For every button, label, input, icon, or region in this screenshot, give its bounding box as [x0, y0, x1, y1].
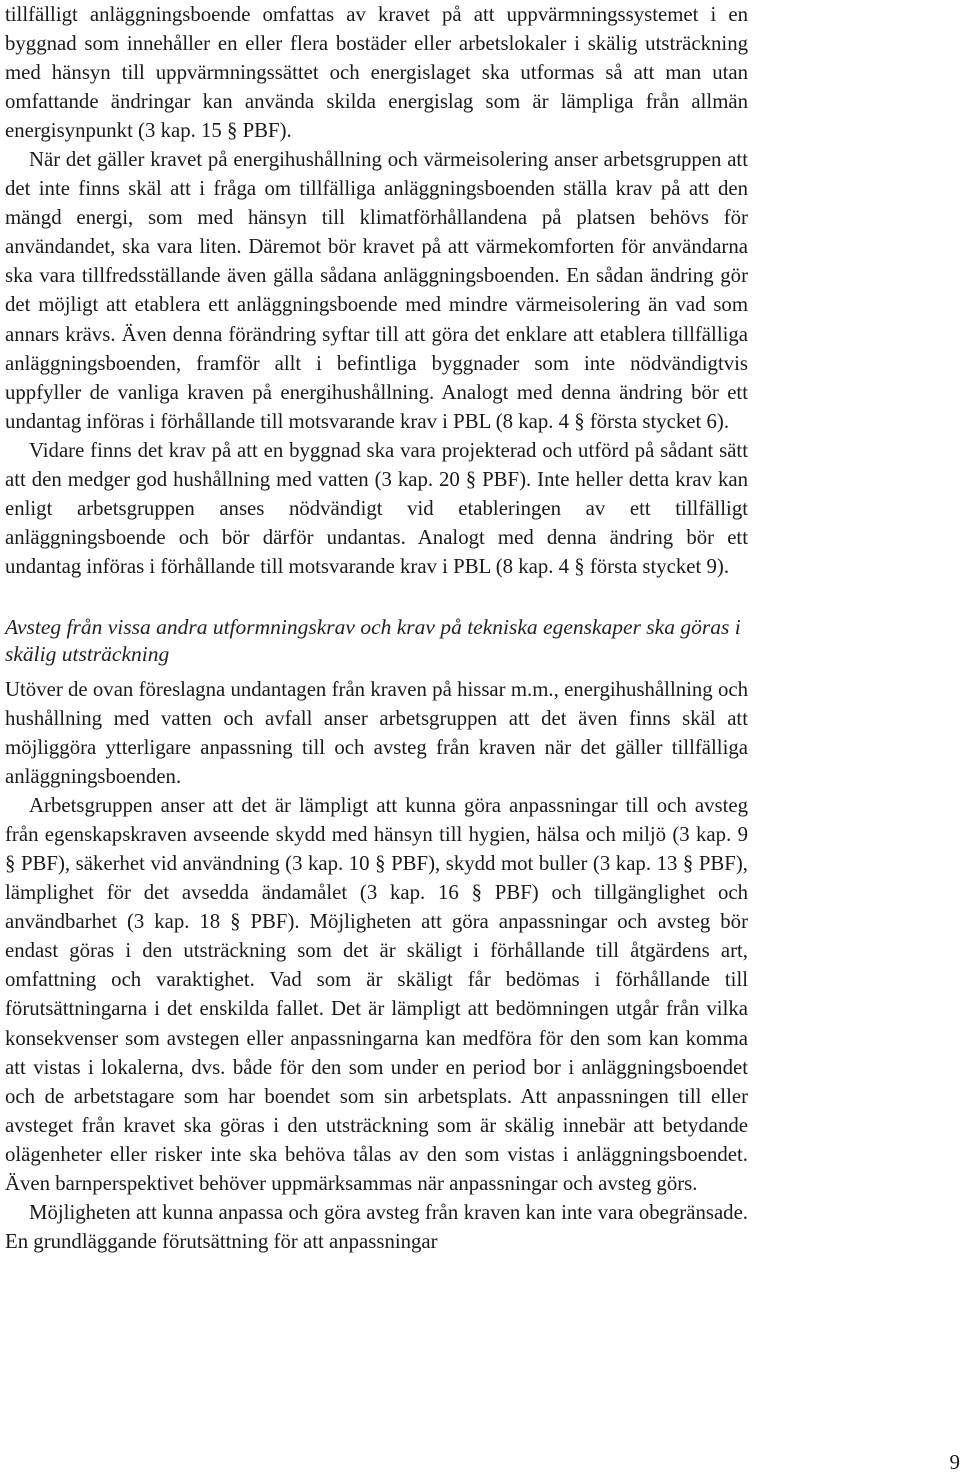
page-number: 9 [949, 1450, 960, 1474]
section-heading: Avsteg från vissa andra utformningskrav och krav på tekniska egenskaper ska göras i skälig utsträckning [5, 614, 741, 666]
body-text [5, 0, 748, 1256]
paragraph: Utöver de ovan föreslagna undantagen från kraven på hissar m.m., energihushållning och hushållning med vatten och avfall anser arbetsgruppen att det även finns skäl att möjliggöra ytterligare anpassning till och avsteg från kraven när det gäller tillfälliga anläggningsboenden. [5, 677, 748, 789]
paragraph: tillfälligt anläggningsboende omfattas av kravet på att uppvärmningssystemet i en byggnad som innehåller en eller flera bostäder eller arbetslokaler i skälig utsträckning med hänsyn till uppvärmningssättet och energislaget ska utformas så att man utan omfattande ändringar kan använda skilda energislag som är lämpliga från allmän energisynpunkt (3 kap. 15 § PBF). [5, 3, 748, 143]
paragraph: Möjligheten att kunna anpassa och göra avsteg från kraven kan inte vara obegränsade. En grundläggande förutsättning för att anpassningar [5, 1200, 748, 1253]
paragraph: När det gäller kravet på energihushållning och värmeisolering anser arbetsgruppen att det inte finns skäl att i fråga om tillfälliga anläggningsboenden ställa krav på att den mängd energi, som med hänsyn till klimatförhållandena på platsen behövs för användandet, ska vara liten. Däremot bör kravet på att värmekomforten för användarna ska vara tillfredsställande även gälla sådana anläggningsboenden. En sådan ändring gör det möjligt att etablera ett anläggningsboende med mindre värmeisolering än vad som annars krävs. Även denna förändring syftar till att göra det enklare att etablera tillfälliga anläggningsboenden, framför allt i befintliga byggnader som inte nödvändigtvis uppfyller de vanliga kraven på energihushållning. Analogt med denna ändring bör ett undantag införas i förhållande till motsvarande krav i PBL (8 kap. 4 § första stycket 6). [5, 148, 748, 433]
paragraph: Arbetsgruppen anser att det är lämpligt att kunna göra anpassningar till och avsteg från egenskapskraven avseende skydd med hänsyn till hygien, hälsa och miljö (3 kap. 9 § PBF), säkerhet vid användning (3 kap. 10 § PBF), skydd mot buller (3 kap. 13 § PBF), lämplighet för det avsedda ändamålet (3 kap. 16 § PBF) och tillgänglighet och användbarhet (3 kap. 18 § PBF). Möjligheten att göra anpassningar och avsteg bör endast göras i den utsträckning som det är skäligt i förhållande till åtgärdens art, omfattning och varaktighet. Vad som är skäligt får bedömas i förhållande till förutsättningarna i det enskilda fallet. Det är lämpligt att bedömningen utgår från vilka konsekvenser som avstegen eller anpassningarna kan medföra för den som kan komma att vistas i lokalerna, dvs. både för den som under en period bor i anläggningsboendet och de arbetstagare som har boendet som sin arbetsplats. Att anpassningen till eller avsteget från kravet ska göras i den utsträckning som är skälig innebär att betydande olägenheter eller risker inte ska behöva tålas av den som vistas i anläggningsboendet. Även barnperspektivet behöver uppmärksammas när anpassningar och avsteg görs. [5, 794, 748, 1195]
paragraph: Vidare finns det krav på att en byggnad ska vara projekterad och utförd på sådant sätt att den medger god hushållning med vatten (3 kap. 20 § PBF). Inte heller detta krav kan enligt arbetsgruppen anses nödvändigt vid etableringen av ett tillfälligt anläggningsboende och bör därför undantas. Analogt med denna ändring bör ett undantag införas i förhållande till motsvarande krav i PBL (8 kap. 4 § första stycket 9). [5, 438, 748, 578]
